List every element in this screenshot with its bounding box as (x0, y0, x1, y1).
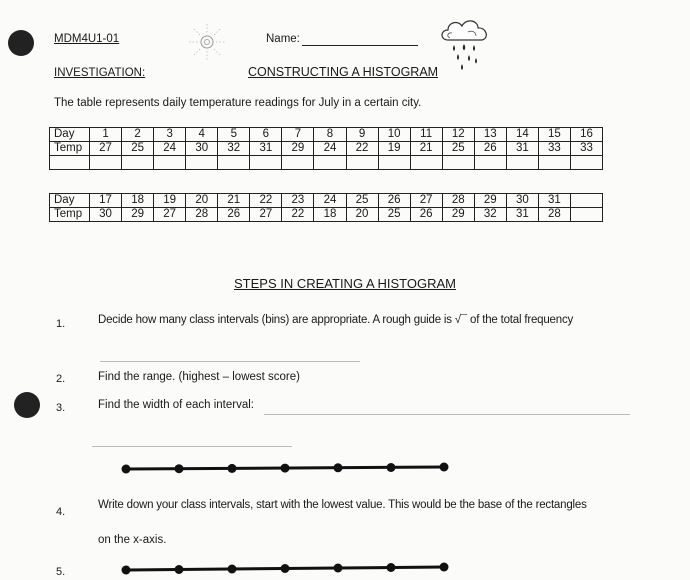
temp-cell: 31 (506, 208, 538, 222)
temp-cell: 22 (282, 208, 314, 222)
name-blank-line[interactable] (302, 34, 418, 46)
step-2-number: 2. (56, 373, 66, 385)
course-code: MDM4U1-01 (54, 33, 120, 45)
tick-point (228, 464, 237, 473)
day-cell: 7 (282, 128, 314, 142)
tick-point (440, 463, 449, 472)
step-3-text: Find the width of each interval: (98, 399, 254, 411)
step-4-text: Write down your class intervals, start with the lowest value. This would be the base of the rectangles (98, 499, 587, 511)
day-cell: 16 (570, 128, 602, 142)
tick-point (175, 464, 184, 473)
class-interval-number-line-1 (118, 460, 452, 476)
day-cell: 28 (442, 194, 474, 208)
day-cell: 13 (474, 128, 506, 142)
day-cell: 5 (218, 128, 250, 142)
temp-cell: 32 (218, 142, 250, 156)
table-row (50, 194, 603, 208)
answer-line (264, 414, 630, 415)
sun-doodle-icon (186, 20, 228, 62)
step-4-number: 4. (56, 506, 66, 518)
temp-cell: 33 (570, 142, 602, 156)
row-label-day: Day (50, 128, 90, 142)
steps-heading: STEPS IN CREATING A HISTOGRAM (234, 276, 457, 291)
row-label-temp: Temp (50, 142, 90, 156)
day-cell: 25 (346, 194, 378, 208)
tick-point (122, 566, 131, 575)
day-cell: 3 (154, 128, 186, 142)
day-cell: 24 (314, 194, 346, 208)
tick-point (122, 465, 131, 474)
answer-line (100, 361, 360, 362)
day-cell: 9 (346, 128, 378, 142)
day-cell: 30 (506, 194, 538, 208)
temp-cell: 33 (538, 142, 570, 156)
temp-cell: 21 (410, 142, 442, 156)
worksheet-title: CONSTRUCTING A HISTOGRAM (248, 65, 439, 79)
day-cell: 29 (474, 194, 506, 208)
day-cell (570, 194, 602, 208)
day-cell: 1 (90, 128, 122, 142)
temp-cell: 27 (90, 142, 122, 156)
temp-cell: 26 (218, 208, 250, 222)
step-1-number: 1. (56, 318, 66, 330)
temp-cell: 24 (314, 142, 346, 156)
step-5-number: 5. (56, 566, 66, 578)
temp-cell: 30 (186, 142, 218, 156)
day-cell: 12 (442, 128, 474, 142)
day-cell: 26 (378, 194, 410, 208)
tick-point (228, 565, 237, 574)
tick-point (440, 563, 449, 572)
day-cell: 20 (186, 194, 218, 208)
row-label-day: Day (50, 194, 90, 208)
temp-cell: 32 (474, 208, 506, 222)
table-row (50, 142, 603, 156)
temp-cell: 29 (442, 208, 474, 222)
day-cell: 4 (186, 128, 218, 142)
temp-cell: 18 (314, 208, 346, 222)
temp-cell: 25 (378, 208, 410, 222)
temp-cell: 26 (410, 208, 442, 222)
intro-text: The table represents daily temperature readings for July in a certain city. (54, 97, 422, 109)
temp-cell: 22 (346, 142, 378, 156)
temp-cell: 28 (538, 208, 570, 222)
table-row (50, 208, 603, 222)
temp-cell: 29 (122, 208, 154, 222)
day-cell: 15 (538, 128, 570, 142)
day-cell: 14 (506, 128, 538, 142)
table-row (50, 128, 603, 142)
temperature-table-2 (49, 193, 603, 222)
step-2-text: Find the range. (highest – lowest score) (98, 371, 300, 383)
temperature-table-1 (49, 127, 603, 170)
step-4-text-continued: on the x-axis. (98, 534, 167, 546)
day-cell: 18 (122, 194, 154, 208)
empty-row (50, 156, 603, 170)
temp-cell: 25 (122, 142, 154, 156)
day-cell: 21 (218, 194, 250, 208)
tick-point (281, 564, 290, 573)
temp-cell: 24 (154, 142, 186, 156)
tick-point (387, 563, 396, 572)
day-cell: 23 (282, 194, 314, 208)
day-cell: 2 (122, 128, 154, 142)
temp-cell: 29 (282, 142, 314, 156)
day-cell: 27 (410, 194, 442, 208)
day-cell: 11 (410, 128, 442, 142)
tick-point (175, 565, 184, 574)
step-3-number: 3. (56, 402, 66, 414)
day-cell: 19 (154, 194, 186, 208)
step-1-text: Decide how many class intervals (bins) are appropriate. A rough guide is √¯ of the total frequency (98, 314, 574, 326)
temp-cell: 31 (506, 142, 538, 156)
temp-cell: 25 (442, 142, 474, 156)
temp-cell: 20 (346, 208, 378, 222)
day-cell: 6 (250, 128, 282, 142)
day-cell: 10 (378, 128, 410, 142)
row-label-temp: Temp (50, 208, 90, 222)
binder-hole-top (8, 30, 34, 56)
day-cell: 17 (90, 194, 122, 208)
rain-cloud-icon (438, 12, 494, 74)
investigation-label: INVESTIGATION: (54, 67, 146, 79)
temp-cell: 31 (250, 142, 282, 156)
binder-hole-middle (14, 392, 40, 418)
tick-point (387, 463, 396, 472)
temp-cell: 27 (250, 208, 282, 222)
day-cell: 8 (314, 128, 346, 142)
tick-point (334, 564, 343, 573)
temp-cell: 19 (378, 142, 410, 156)
temp-cell: 28 (186, 208, 218, 222)
answer-line (92, 446, 292, 447)
temp-cell: 27 (154, 208, 186, 222)
tick-point (334, 463, 343, 472)
tick-point (281, 464, 290, 473)
day-cell: 22 (250, 194, 282, 208)
name-label: Name: (266, 33, 300, 45)
temp-cell (570, 208, 602, 222)
class-interval-number-line-2 (118, 560, 452, 576)
temp-cell: 26 (474, 142, 506, 156)
day-cell: 31 (538, 194, 570, 208)
temp-cell: 30 (90, 208, 122, 222)
